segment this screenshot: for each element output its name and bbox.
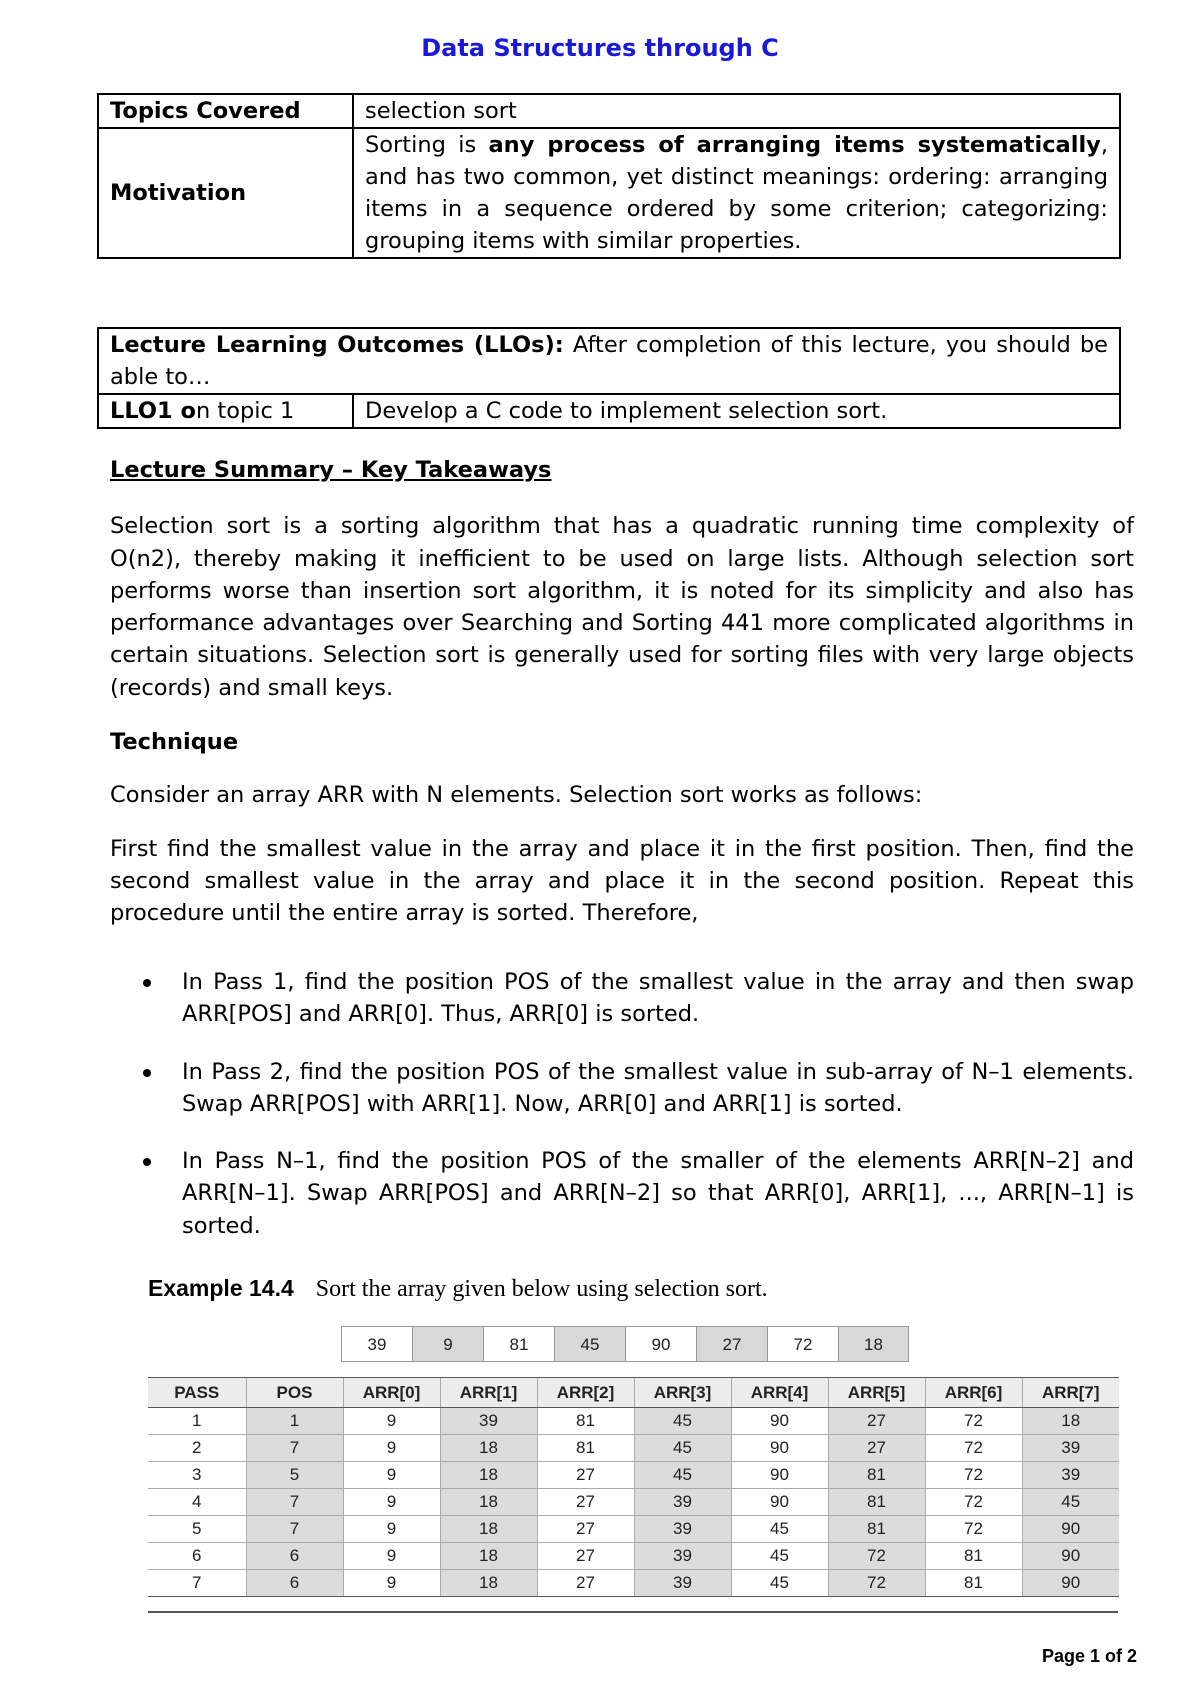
llo-table xyxy=(97,327,1121,429)
table-cell: 45 xyxy=(634,1435,731,1462)
column-header: ARR[2] xyxy=(537,1378,634,1408)
table-cell: 72 xyxy=(925,1408,1022,1435)
table-cell: 9 xyxy=(343,1489,440,1516)
table-cell: 18 xyxy=(440,1435,537,1462)
table-cell: 18 xyxy=(440,1570,537,1597)
technique-intro: Consider an array ARR with N elements. Selection sort works as follows: xyxy=(110,782,923,809)
table-cell: 9 xyxy=(343,1435,440,1462)
technique-bullets xyxy=(110,966,1134,1267)
topics-value: selection sort xyxy=(353,94,1120,128)
table-cell: 45 xyxy=(731,1516,828,1543)
table-cell: 27 xyxy=(537,1489,634,1516)
table-cell: 39 xyxy=(634,1570,731,1597)
array-cell: 81 xyxy=(483,1326,554,1362)
bullet-icon xyxy=(143,1069,151,1077)
table-cell: 81 xyxy=(925,1543,1022,1570)
table-cell: 18 xyxy=(1022,1408,1119,1435)
list-item: In Pass N–1, find the position POS of the smaller of the elements ARR[N–2] and ARR[N–1]. Swap ARR[POS] and ARR[N–2] so that ARR[0], ARR[1], ..., ARR[N–1] is sorted. xyxy=(110,1145,1134,1242)
column-header: ARR[5] xyxy=(828,1378,925,1408)
column-header: POS xyxy=(246,1378,343,1408)
array-cell: 27 xyxy=(696,1326,767,1362)
table-cell: 39 xyxy=(1022,1435,1119,1462)
table-cell: 18 xyxy=(440,1543,537,1570)
bullet-icon xyxy=(143,979,151,987)
example-text: Sort the array given below using selection sort. xyxy=(315,1276,768,1302)
table-cell: 81 xyxy=(537,1408,634,1435)
table-cell: 1 xyxy=(148,1408,246,1435)
table-cell: 90 xyxy=(731,1435,828,1462)
bullet-icon xyxy=(143,1158,151,1166)
technique-para: First find the smallest value in the array and place it in the first position. Then, find the second smallest value in the array and place it in the second position. Repeat this procedure until the entire array is sorted. Therefore, xyxy=(110,835,1134,927)
table-header-row xyxy=(148,1378,1119,1408)
table-cell: 45 xyxy=(634,1408,731,1435)
table-cell: 81 xyxy=(828,1489,925,1516)
table-cell: 45 xyxy=(731,1570,828,1597)
array-cell: 18 xyxy=(838,1326,909,1362)
technique-heading: Technique xyxy=(110,729,239,756)
table-cell: 72 xyxy=(828,1570,925,1597)
table-cell: 2 xyxy=(148,1435,246,1462)
table-cell: 27 xyxy=(828,1435,925,1462)
list-item: In Pass 2, find the position POS of the smallest value in sub-array of N–1 elements. Swap ARR[POS] with ARR[1]. Now, ARR[0] and ARR[1] is sorted. xyxy=(110,1056,1134,1121)
llo1-label: LLO1 on topic 1 xyxy=(98,394,353,428)
page-number: Page 1 of 2 xyxy=(1042,1646,1138,1666)
table-row xyxy=(148,1489,1119,1516)
summary-heading: Lecture Summary – Key Takeaways xyxy=(110,457,552,483)
table-cell: 5 xyxy=(246,1462,343,1489)
array-cell: 72 xyxy=(767,1326,838,1362)
table-cell: 81 xyxy=(537,1435,634,1462)
topics-table xyxy=(97,93,1121,259)
column-header: ARR[0] xyxy=(343,1378,440,1408)
table-cell: 45 xyxy=(731,1543,828,1570)
table-cell: 18 xyxy=(440,1489,537,1516)
llo1-value: Develop a C code to implement selection sort. xyxy=(353,394,1120,428)
table-cell: 7 xyxy=(246,1516,343,1543)
table-cell: 72 xyxy=(925,1462,1022,1489)
array-cell: 90 xyxy=(625,1326,696,1362)
example-caption xyxy=(148,1275,768,1303)
table-cell: 39 xyxy=(1022,1462,1119,1489)
table-cell: 72 xyxy=(925,1489,1022,1516)
column-header: ARR[6] xyxy=(925,1378,1022,1408)
table-cell: 27 xyxy=(537,1516,634,1543)
table-cell: 90 xyxy=(1022,1543,1119,1570)
table-cell: 45 xyxy=(1022,1489,1119,1516)
table-cell: 6 xyxy=(246,1570,343,1597)
table-cell: 72 xyxy=(925,1516,1022,1543)
list-item: In Pass 1, find the position POS of the smallest value in the array and then swap ARR[POS] and ARR[0]. Thus, ARR[0] is sorted. xyxy=(110,966,1134,1031)
table-row xyxy=(148,1462,1119,1489)
llo-heading: Lecture Learning Outcomes (LLOs): After completion of this lecture, you should be able to… xyxy=(98,328,1120,394)
table-cell: 9 xyxy=(343,1408,440,1435)
table-row xyxy=(148,1543,1119,1570)
table-cell: 27 xyxy=(537,1462,634,1489)
column-header: ARR[7] xyxy=(1022,1378,1119,1408)
array-cell: 9 xyxy=(412,1326,483,1362)
table-cell: 5 xyxy=(148,1516,246,1543)
array-cell: 45 xyxy=(554,1326,625,1362)
table-cell: 7 xyxy=(148,1570,246,1597)
table-cell: 27 xyxy=(537,1570,634,1597)
table-cell: 27 xyxy=(828,1408,925,1435)
table-cell: 81 xyxy=(828,1462,925,1489)
table-cell: 7 xyxy=(246,1489,343,1516)
table-cell: 39 xyxy=(634,1543,731,1570)
column-header: PASS xyxy=(148,1378,246,1408)
footer-divider xyxy=(148,1611,1118,1613)
table-cell: 27 xyxy=(537,1543,634,1570)
summary-text: Selection sort is a sorting algorithm that has a quadratic running time complexity of O(n2), thereby making it inefficient to be used on large lists. Although selection sort performs worse than insertion sort algorithm, it is noted for its simplicity and also has performance advantages over Searching and Sorting 441 more complicated algorithms in certain situations. Selection sort is generally used for sorting files with very large objects (records) and small keys. xyxy=(110,513,1134,701)
table-cell: 39 xyxy=(634,1489,731,1516)
table-row xyxy=(148,1408,1119,1435)
table-cell: 81 xyxy=(828,1516,925,1543)
table-row xyxy=(148,1435,1119,1462)
table-cell: 9 xyxy=(343,1462,440,1489)
table-cell: 81 xyxy=(925,1570,1022,1597)
table-cell: 7 xyxy=(246,1435,343,1462)
table-cell: 6 xyxy=(246,1543,343,1570)
column-header: ARR[4] xyxy=(731,1378,828,1408)
table-cell: 90 xyxy=(1022,1570,1119,1597)
pass-table-body xyxy=(148,1408,1119,1597)
table-cell: 39 xyxy=(634,1516,731,1543)
table-cell: 39 xyxy=(440,1408,537,1435)
input-array xyxy=(341,1326,909,1362)
pass-table xyxy=(148,1377,1119,1597)
table-cell: 72 xyxy=(925,1435,1022,1462)
table-cell: 4 xyxy=(148,1489,246,1516)
topics-label: Topics Covered xyxy=(98,94,353,128)
table-cell: 72 xyxy=(828,1543,925,1570)
table-cell: 9 xyxy=(343,1516,440,1543)
table-cell: 90 xyxy=(731,1489,828,1516)
table-cell: 9 xyxy=(343,1543,440,1570)
table-cell: 1 xyxy=(246,1408,343,1435)
table-cell: 90 xyxy=(731,1462,828,1489)
motivation-text: Sorting is any process of arranging items systematically, and has two common, yet distinct meanings: ordering: arranging items in a sequence ordered by some criterion; categorizing: grouping items with similar properties. xyxy=(353,128,1120,258)
document-title: Data Structures through C xyxy=(421,34,779,62)
table-cell: 90 xyxy=(1022,1516,1119,1543)
array-cell: 39 xyxy=(341,1326,412,1362)
example-number: Example 14.4 xyxy=(148,1275,294,1301)
table-cell: 6 xyxy=(148,1543,246,1570)
summary-section xyxy=(110,454,1134,930)
column-header: ARR[1] xyxy=(440,1378,537,1408)
table-cell: 90 xyxy=(731,1408,828,1435)
table-cell: 3 xyxy=(148,1462,246,1489)
table-cell: 18 xyxy=(440,1462,537,1489)
column-header: ARR[3] xyxy=(634,1378,731,1408)
table-cell: 9 xyxy=(343,1570,440,1597)
motivation-label: Motivation xyxy=(98,128,353,258)
table-cell: 18 xyxy=(440,1516,537,1543)
table-row xyxy=(148,1516,1119,1543)
table-cell: 45 xyxy=(634,1462,731,1489)
table-row xyxy=(148,1570,1119,1597)
